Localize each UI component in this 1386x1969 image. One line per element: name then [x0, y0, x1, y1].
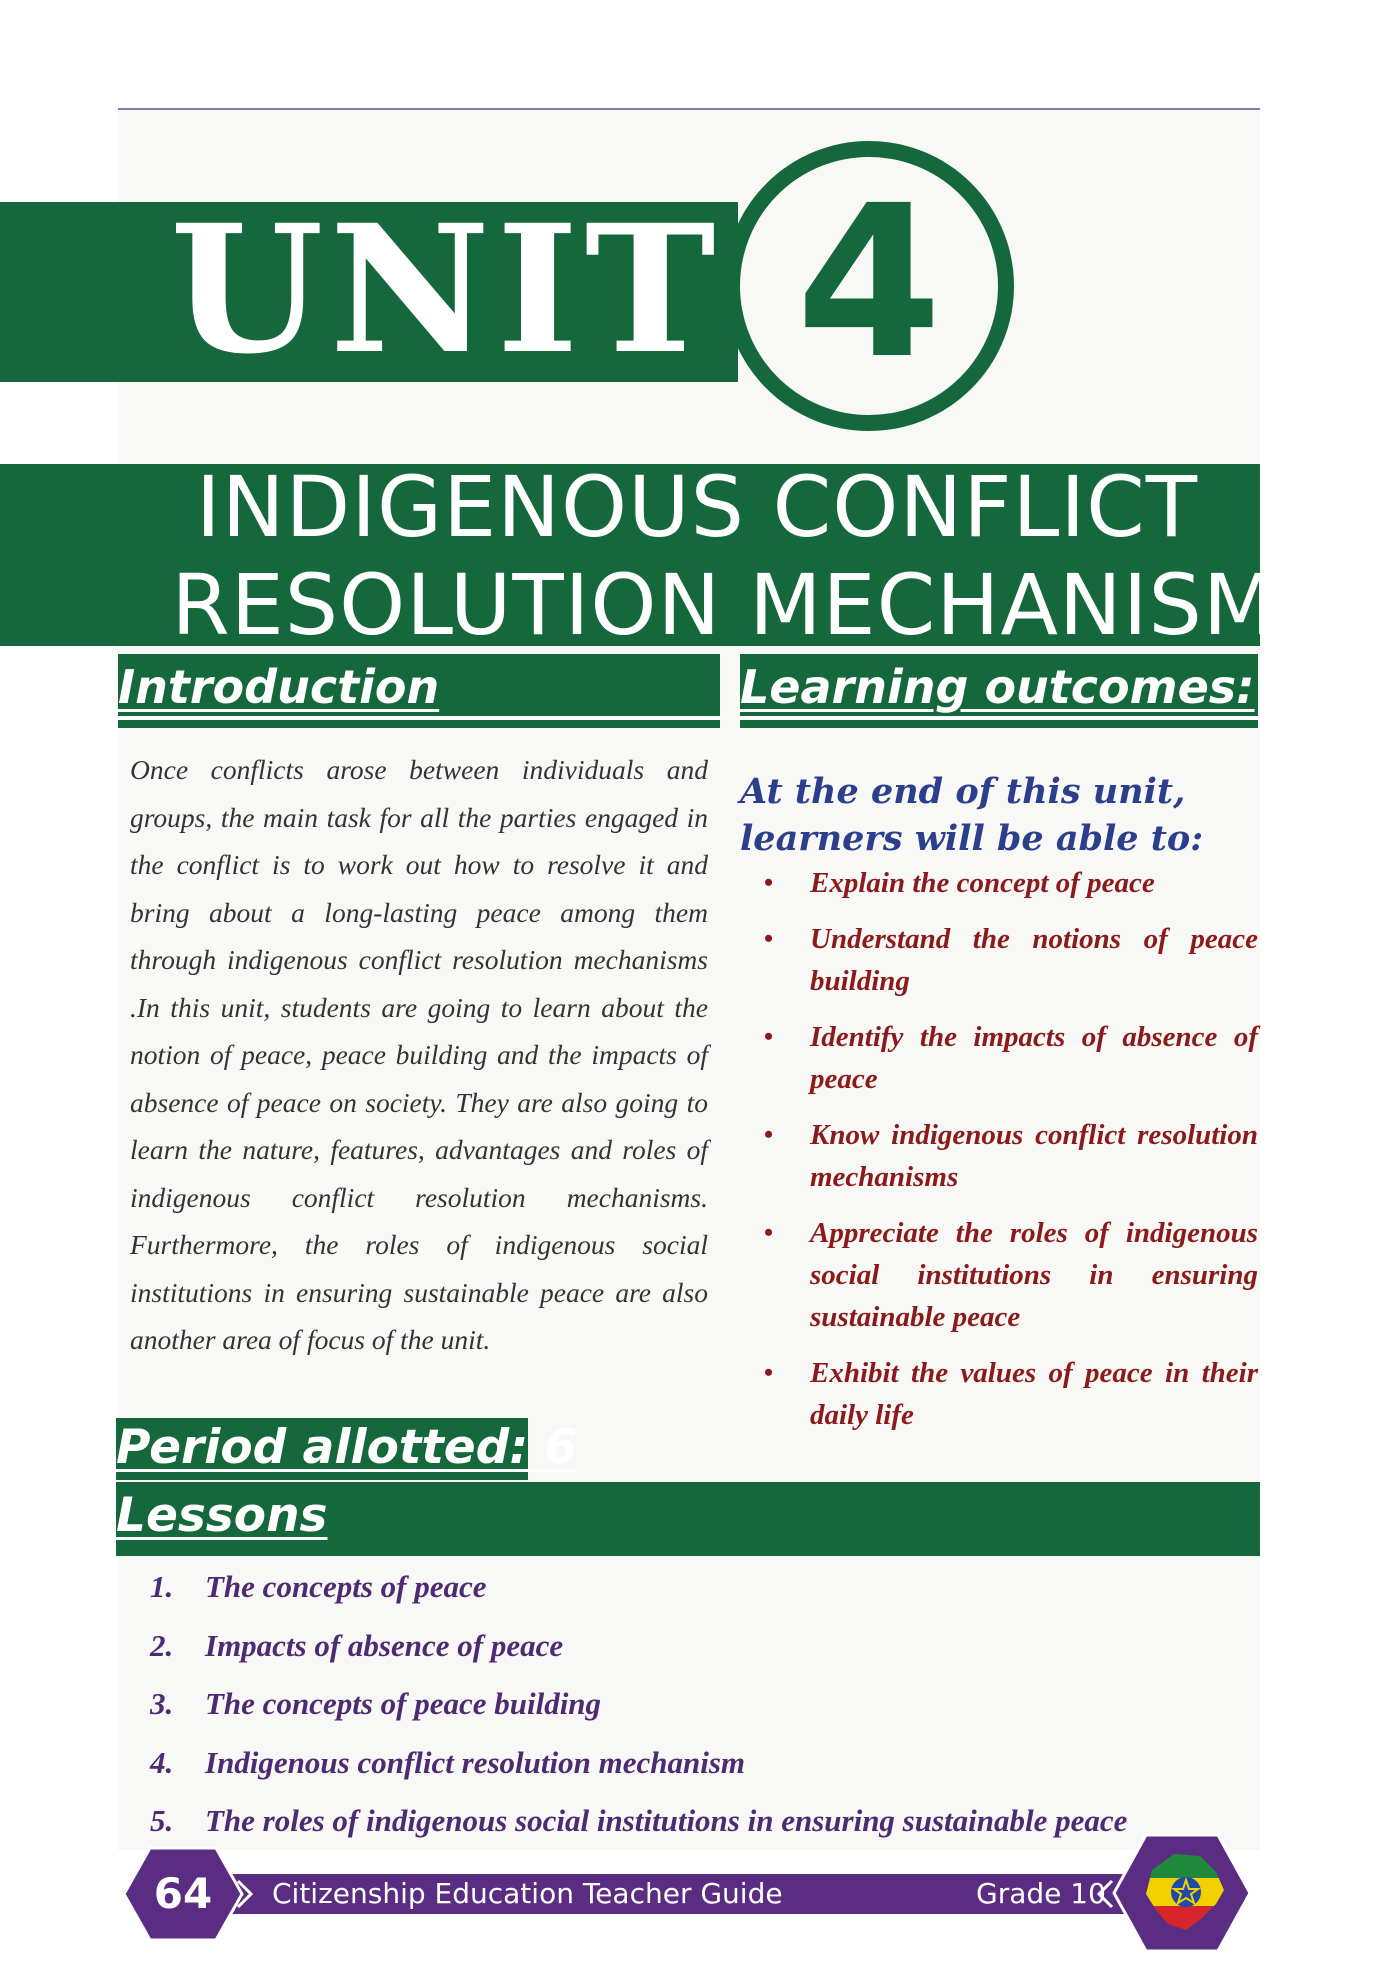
- lesson-item: [150, 1617, 1127, 1676]
- unit-title-line-1: INDIGENOUS CONFLICT: [195, 458, 1199, 556]
- bullet-icon: •: [764, 1358, 774, 1387]
- lesson-title: The roles of indigenous social institutions in ensuring sustainable peace: [205, 1803, 1128, 1838]
- learning-outcome-item: [764, 1016, 1258, 1100]
- lesson-number: 5.: [150, 1803, 174, 1838]
- introduction-heading-label: Introduction: [118, 660, 440, 714]
- lesson-title: The concepts of peace: [205, 1569, 487, 1604]
- lesson-item: [150, 1734, 1127, 1793]
- bullet-icon: •: [764, 1022, 774, 1051]
- bullet-icon: •: [764, 924, 774, 953]
- lesson-number: 4.: [150, 1744, 174, 1780]
- period-allotted-heading: [116, 1418, 578, 1480]
- learning-outcome-text: Understand the notions of peace building: [810, 923, 1258, 997]
- learning-outcomes-lead: At the end of this unit, learners will be able to:: [740, 771, 1204, 859]
- learning-outcome-text: Identify the impacts of absence of peace: [810, 1021, 1258, 1095]
- unit-label: UNIT: [170, 186, 722, 393]
- learning-outcome-text: Explain the concept of peace: [810, 867, 1155, 899]
- period-allotted-label: Period allotted: 6: [116, 1420, 578, 1475]
- lesson-item: [150, 1558, 1127, 1617]
- introduction-heading-underline: [118, 716, 720, 720]
- learning-outcomes-list: [764, 862, 1258, 1450]
- bullet-icon: •: [764, 1218, 774, 1247]
- learning-outcome-text: Appreciate the roles of indigenous social institutions in ensuring sustainable peace: [810, 1217, 1258, 1333]
- learning-outcome-item: [764, 862, 1258, 904]
- lesson-number: 2.: [150, 1627, 174, 1663]
- grade-label: Grade 10: [976, 1877, 1106, 1910]
- lessons-heading-label: Lessons: [116, 1488, 328, 1543]
- lesson-item: [150, 1792, 1127, 1851]
- chevron-right-icon: [234, 1878, 256, 1910]
- learning-outcome-text: Know indigenous conflict resolution mechanisms: [810, 1119, 1258, 1193]
- page-number: 64: [153, 1869, 213, 1918]
- learning-outcome-item: [764, 1352, 1258, 1436]
- learning-outcomes-heading-underline: [740, 716, 1258, 720]
- unit-title-line-2: RESOLUTION MECHANISMS: [171, 556, 1331, 654]
- unit-number: 4: [795, 160, 943, 405]
- introduction-text: Once conflicts arose between individuals and groups, the main task for all the parties engaged in the conflict is to work out how to resolve it and bring about a long-lasting peace among them through indigenous conflict resolution mechanisms .In this unit, students are going to learn about the notion of peace, peace building and the impacts of absence of peace on society. They are also going to learn the nature, features, advantages and roles of indigenous conflict resolution mechanisms. Furthermore, the roles of indigenous social institutions in ensuring sustainable peace are also another area of focus of the unit.: [130, 754, 708, 1355]
- learning-outcome-text: Exhibit the values of peace in their daily life: [810, 1357, 1258, 1431]
- learning-outcome-item: [764, 1114, 1258, 1198]
- learning-outcome-item: [764, 918, 1258, 1002]
- bullet-icon: •: [764, 1120, 774, 1149]
- lesson-title: Indigenous conflict resolution mechanism: [205, 1744, 746, 1780]
- lessons-list: [150, 1558, 1127, 1851]
- lesson-item: [150, 1675, 1127, 1734]
- lesson-title: Impacts of absence of peace: [205, 1627, 564, 1663]
- book-title: Citizenship Education Teacher Guide: [272, 1877, 783, 1910]
- lesson-number: 1.: [150, 1569, 174, 1604]
- bullet-icon: •: [764, 868, 774, 897]
- lessons-heading: [116, 1486, 328, 1546]
- learning-outcome-item: [764, 1212, 1258, 1338]
- lesson-number: 3.: [150, 1686, 174, 1721]
- lesson-title: The concepts of peace building: [205, 1686, 602, 1721]
- learning-outcomes-heading-label: Learning outcomes:: [740, 660, 1255, 714]
- ethiopia-map-emblem-icon: [1112, 1832, 1252, 1954]
